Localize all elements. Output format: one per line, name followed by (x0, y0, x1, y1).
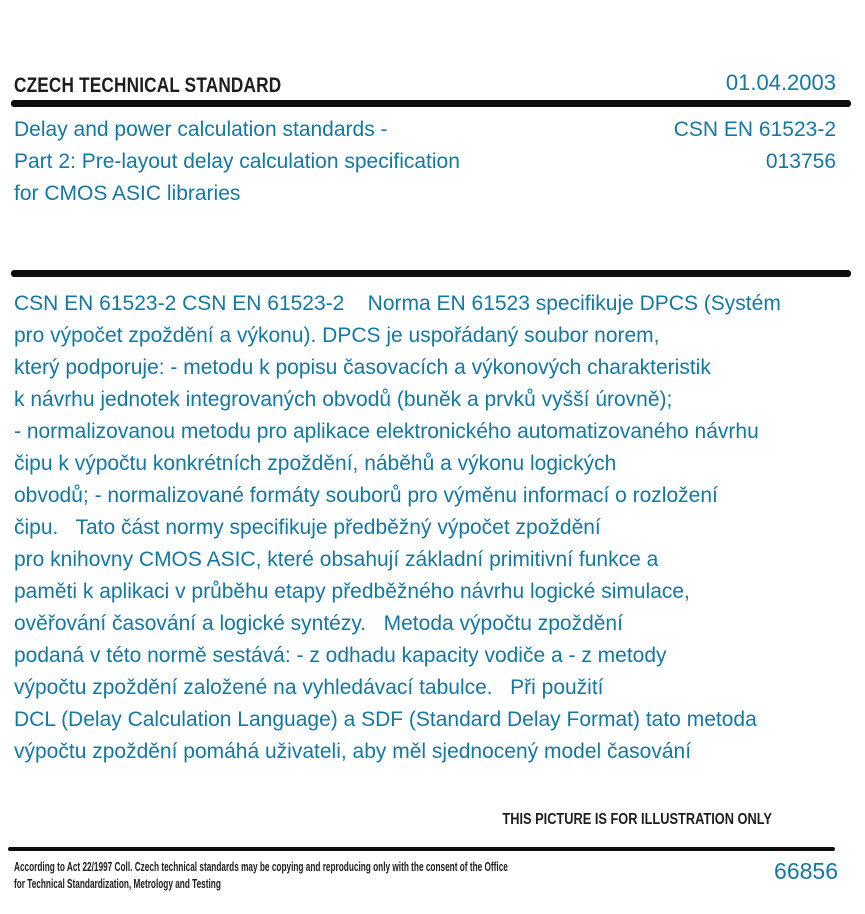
abstract-line: podaná v této normě sestává: - z odhadu kapacity vodiče a - z metody (14, 644, 667, 667)
abstract-line: - normalizovanou metodu pro aplikace elektronického automatizovaného návrhu (14, 420, 759, 443)
abstract-line: CSN EN 61523-2 CSN EN 61523-2 Norma EN 61523 specifikuje DPCS (Systém (14, 292, 781, 315)
abstract-line: čipu. Tato část normy specifikuje předběžný výpočet zpoždění (14, 516, 601, 539)
catalog-code: 013756 (765, 150, 836, 173)
abstract-line: obvodů; - normalizované formáty souborů pro výměnu informací o rozložení (14, 484, 718, 507)
issue-date: 01.04.2003 (725, 70, 836, 95)
standard-title-line: for CMOS ASIC libraries (14, 182, 241, 205)
illustration-only-note: THIS PICTURE IS FOR ILLUSTRATION ONLY (502, 811, 772, 828)
abstract-line: pro knihovny CMOS ASIC, které obsahují základní primitivní funkce a (14, 548, 659, 571)
standard-title-line: Part 2: Pre-layout delay calculation specification (14, 150, 460, 173)
footer-divider (8, 847, 835, 851)
copyright-notice-line: According to Act 22/1997 Coll. Czech technical standards may be copying and reproducing only with the consent of the Office (14, 860, 508, 874)
abstract-line: čipu k výpočtu konkrétních zpoždění, náběhů a výkonu logických (14, 452, 617, 475)
copyright-notice-line: for Technical Standardization, Metrology and Testing (14, 877, 221, 891)
abstract-line: paměti k aplikaci v průběhu etapy předběžného návrhu logické simulace, (14, 580, 690, 603)
abstract-line: pro výpočet zpoždění a výkonu). DPCS je uspořádaný soubor norem, (14, 324, 660, 347)
abstract-line: výpočtu zpoždění založené na vyhledávací tabulce. Při použití (14, 676, 604, 699)
copyright-notice (14, 859, 762, 893)
abstract-text (14, 288, 781, 768)
standard-ref: CSN EN 61523-2 (673, 118, 836, 141)
standard-title-line: Delay and power calculation standards - (14, 118, 388, 141)
page-title: CZECH TECHNICAL STANDARD (14, 74, 282, 97)
header-divider (11, 100, 851, 107)
title-divider (11, 270, 851, 277)
abstract-line: ověřování časování a logické syntézy. Metoda výpočtu zpoždění (14, 612, 623, 635)
abstract-line: k návrhu jednotek integrovaných obvodů (buněk a prvků vyšší úrovně); (14, 388, 673, 411)
standard-designation (674, 114, 836, 178)
abstract-line: který podporuje: - metodu k popisu časovacích a výkonových charakteristik (14, 356, 711, 379)
abstract-line: DCL (Delay Calculation Language) a SDF (Standard Delay Format) tato metoda (14, 708, 757, 731)
document-number: 66856 (774, 858, 838, 884)
standard-title (14, 114, 460, 210)
abstract-line: výpočtu zpoždění pomáhá uživateli, aby měl sjednocený model časování (14, 740, 692, 763)
